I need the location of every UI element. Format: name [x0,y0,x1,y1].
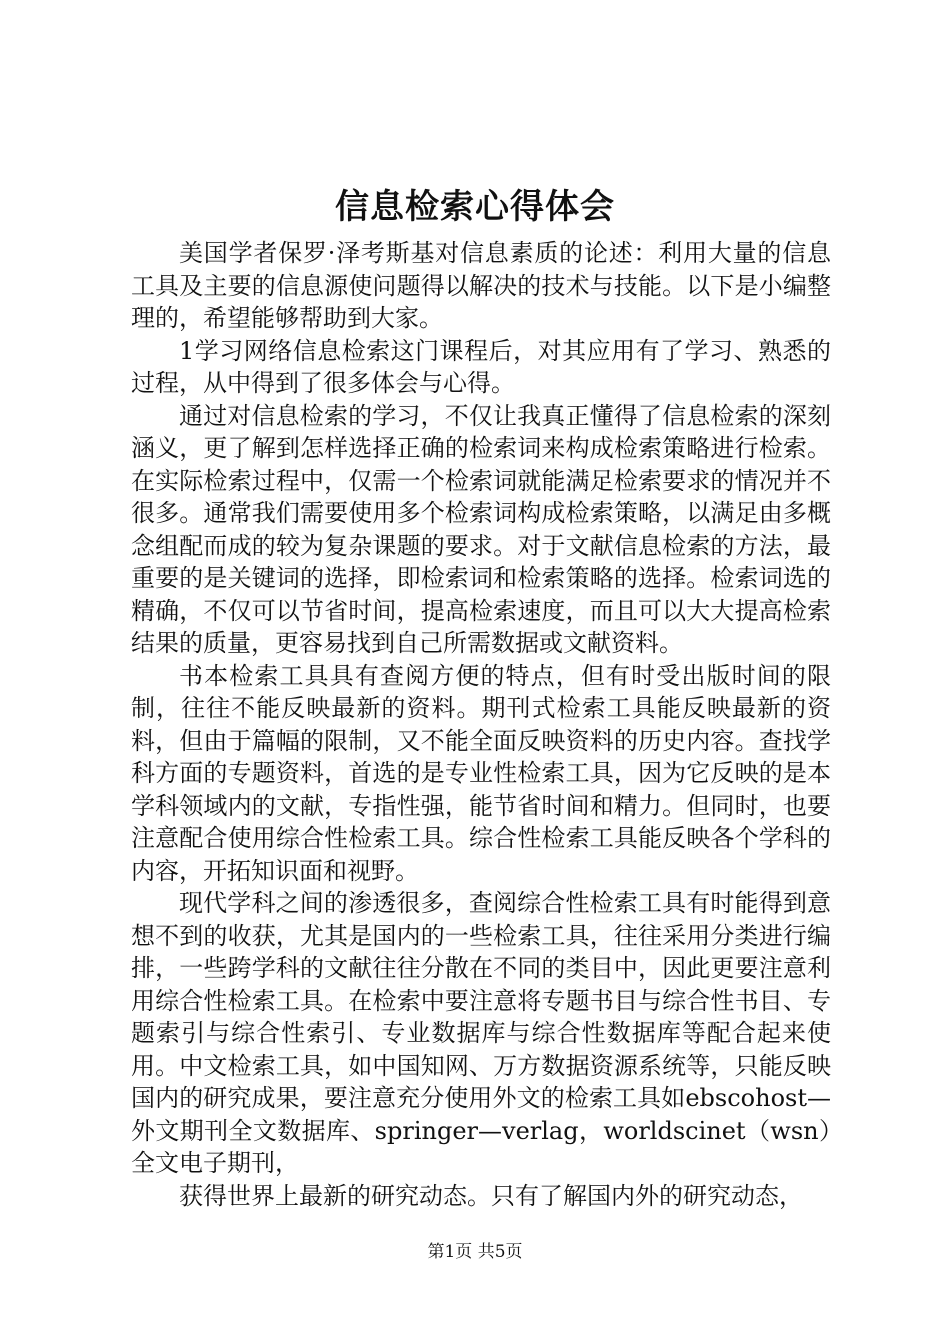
paragraph-research-trends: 获得世界上最新的研究动态。只有了解国内外的研究动态， [179,1181,803,1210]
paragraph-course: 1学习网络信息检索这门课程后，对其应用有了学习、熟悉的过程，从中得到了很多体会与心得。 [131,336,831,397]
page-number-footer: 第1页 共5页 [427,1242,523,1262]
paragraph-intro: 美国学者保罗·泽考斯基对信息素质的论述：利用大量的信息工具及主要的信息源使问题得以解决的技术与技能。以下是小编整理的，希望能够帮助到大家。 [131,239,831,332]
document-body [131,237,831,1212]
paragraph-interdisciplinary: 现代学科之间的渗透很多，查阅综合性检索工具有时能得到意想不到的收获，尤其是国内的一些检索工具，往往采用分类进行编排，一些跨学科的文献往往分散在不同的类目中，因此更要注意利用综合性检索工具。在检索中要注意将专题书目与综合性书目、专题索引与综合性索引、专业数据库与综合性数据库等配合起来使用。中文检索工具，如中国知网、万方数据资源系统等，只能反映国内的研究成果，要注意充分使用外文的检索工具如ebscohost—外文期刊全文数据库、springer—verlag，worldscinet（wsn）全文电子期刊， [131,889,831,1177]
paragraph-tools: 书本检索工具具有查阅方便的特点，但有时受出版时间的限制，往往不能反映最新的资料。期刊式检索工具能反映最新的资料，但由于篇幅的限制，又不能全面反映资料的历史内容。查找学科方面的专题资料，首选的是专业性检索工具，因为它反映的是本学科领域内的文献，专指性强，能节省时间和精力。但同时，也要注意配合使用综合性检索工具。综合性检索工具能反映各个学科的内容，开拓知识面和视野。 [131,661,831,885]
paragraph-keywords: 通过对信息检索的学习，不仅让我真正懂得了信息检索的深刻涵义，更了解到怎样选择正确的检索词来构成检索策略进行检索。在实际检索过程中，仅需一个检索词就能满足检索要求的情况并不很多。通常我们需要使用多个检索词构成检索策略，以满足由多概念组配而成的较为复杂课题的要求。对于文献信息检索的方法，最重要的是关键词的选择，即检索词和检索策略的选择。检索词选的精确，不仅可以节省时间，提高检索速度，而且可以大大提高检索结果的质量，更容易找到自己所需数据或文献资料。 [131,401,831,657]
document-title: 信息检索心得体会 [335,187,615,227]
